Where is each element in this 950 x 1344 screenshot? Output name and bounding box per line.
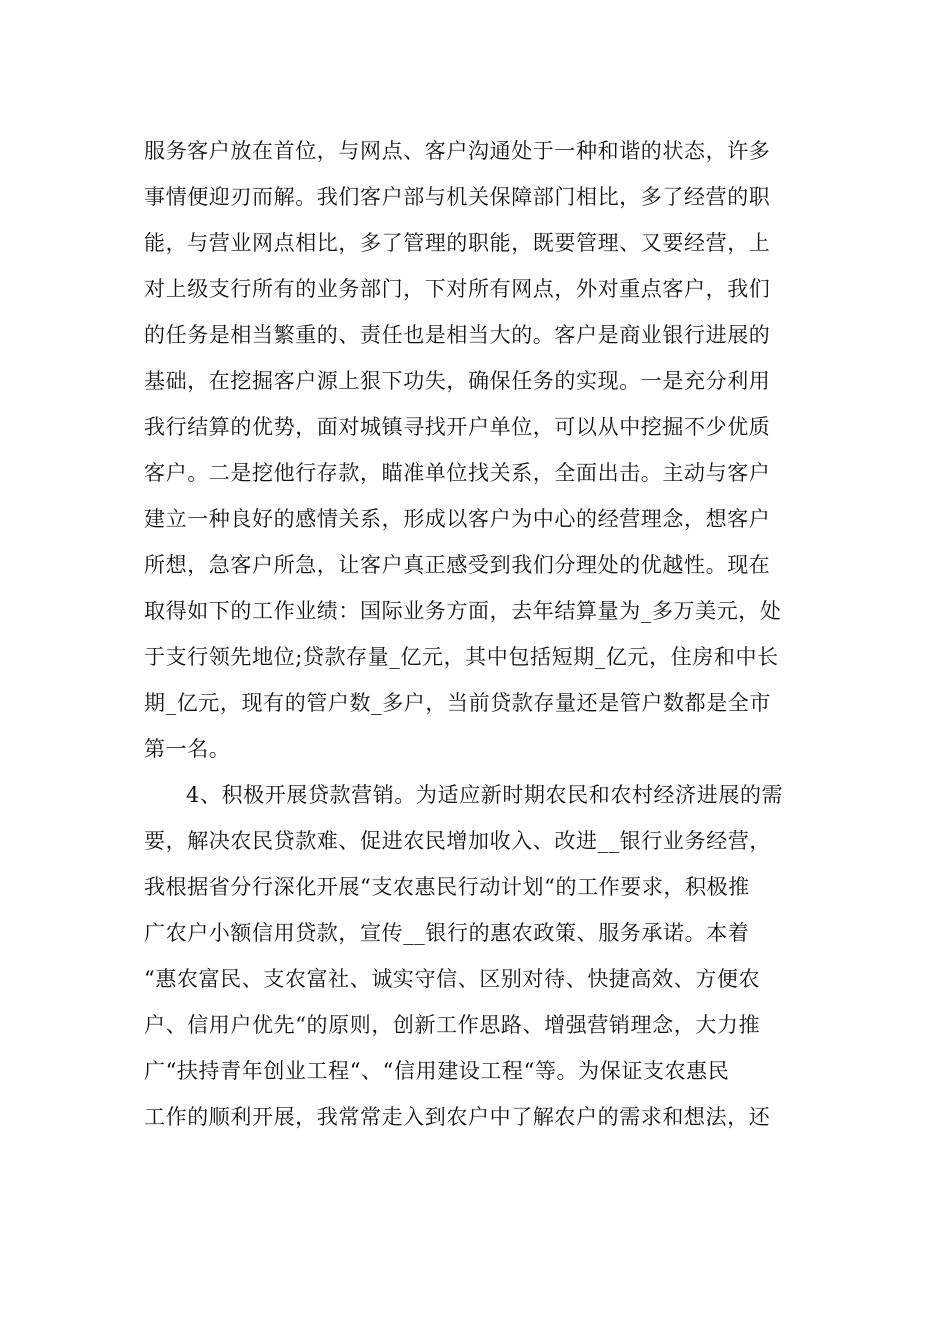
text-line: 能，与营业网点相比，多了管理的职能，既要管理、又要经营，上 xyxy=(144,231,771,255)
text-line: 客户。二是挖他行存款，瞄准单位找关系，全面出击。主动与客户 xyxy=(144,461,771,485)
text-line: 期_亿元，现有的管户数_多户，当前贷款存量还是管户数都是全市 xyxy=(144,691,771,715)
text-line: 我根据省分行深化开展“支农惠民行动计划“的工作要求，积极推 xyxy=(144,875,750,899)
paragraph-loan-marketing xyxy=(144,772,808,1140)
text-line: 户、信用户优先“的原则，创新工作思路、增强营销理念，大力推 xyxy=(144,1013,761,1037)
paragraph-customer-service xyxy=(144,128,808,772)
text-line: 对上级支行所有的业务部门，下对所有网点，外对重点客户，我们 xyxy=(144,277,771,301)
text-line: 要，解决农民贷款难、促进农民增加收入、改进__银行业务经营， xyxy=(144,829,771,853)
text-line: 基础，在挖掘客户源上狠下功失，确保任务的实现。一是充分利用 xyxy=(144,369,771,393)
text-line: 取得如下的工作业绩：国际业务方面，去年结算量为_多万美元，处 xyxy=(144,599,782,623)
text-line: 建立一种良好的感情关系，形成以客户为中心的经营理念，想客户 xyxy=(144,507,771,531)
text-line: 的任务是相当繁重的、责任也是相当大的。客户是商业银行进展的 xyxy=(144,323,771,347)
text-line: 我行结算的优势，面对城镇寻找开户单位，可以从中挖掘不少优质 xyxy=(144,415,771,439)
text-line: 第一名。 xyxy=(144,737,231,761)
text-line: “惠农富民、支农富社、诚实守信、区别对待、快捷高效、方便农 xyxy=(144,967,761,991)
text-line: 服务客户放在首位，与网点、客户沟通处于一种和谐的状态，许多 xyxy=(144,139,771,163)
text-line: 工作的顺利开展，我常常走入到农户中了解农户的需求和想法，还 xyxy=(144,1105,771,1129)
text-line: 所想，急客户所急，让客户真正感受到我们分理处的优越性。现在 xyxy=(144,553,771,577)
document-body xyxy=(144,128,808,1140)
text-line: 事情便迎刃而解。我们客户部与机关保障部门相比，多了经营的职 xyxy=(144,185,771,209)
text-line: 4、积极开展贷款营销。为适应新时期农民和农村经济进展的需 xyxy=(186,783,784,807)
text-line: 广“扶持青年创业工程“、“信用建设工程“等。为保证支农惠民 xyxy=(144,1059,730,1083)
text-line: 于支行领先地位;贷款存量_亿元，其中包括短期_亿元，住房和中长 xyxy=(144,645,779,669)
text-line: 广农户小额信用贷款，宣传__银行的惠农政策、服务承诺。本着 xyxy=(144,921,750,945)
